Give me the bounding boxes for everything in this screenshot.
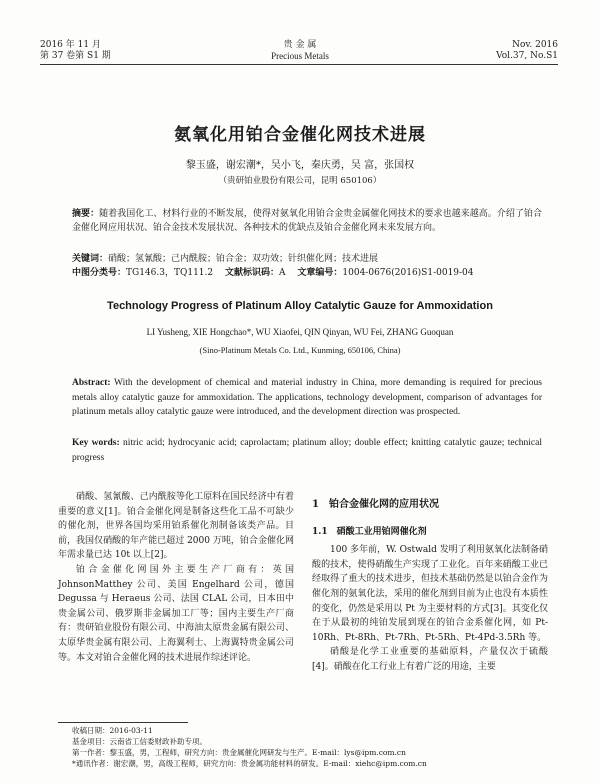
article-no-label: 文章编号： [297, 268, 343, 278]
section-heading-1: 1 铂合金催化网的应用状况 [312, 499, 439, 510]
body-left-column [58, 490, 294, 665]
body-paragraph: 硝酸、氢氰酸、己内酰胺等化工原料在国民经济中有着重要的意义[1]。铂合金催化网是制备这些化工品不可缺少的催化剂，世界各国均采用铂系催化剂制备该类产品。目前，我国仅硝酸的年产能已超过 2000 万吨，铂合金催化网年需求量已达 10t 以上[2]。 [58, 492, 294, 561]
abstract-en-text: With the development of chemical and material industry in China, more demanding is required for precious metals alloy catalytic gauze for ammoxidation. The applications, technology development, comparison of advantages for platinum metals alloy catalytic gauze were introduced, and the development direction was prospected. [72, 378, 542, 418]
doc-code-value: A [279, 268, 286, 278]
affiliation-en: (Sino-Platinum Metals Co. Ltd., Kunming, 650106, China) [199, 345, 401, 355]
header-date-en: Nov. 2016 [512, 40, 558, 50]
keywords-en-text: nitric acid; hydrocyanic acid; caprolactam; platinum alloy; double effect; knitting catalytic gauze; technical progress [72, 438, 543, 463]
authors-cn: 黎玉盛，谢宏潮*，吴小飞，秦庆勇，吴 富，张国权 [185, 160, 415, 171]
section-heading-1-1: 1.1 硝酸工业用铂网催化剂 [312, 526, 427, 537]
header-volume-cn: 第 37 卷第 S1 期 [40, 51, 111, 61]
classification-line [72, 266, 552, 280]
header-volume-en: Vol.37, No.S1 [496, 51, 558, 61]
article-title-cn: 氨氧化用铂合金催化网技术进展 [174, 125, 426, 145]
header-journal-en: Precious Metals [271, 51, 329, 61]
abstract-cn-label: 摘要： [72, 209, 100, 219]
body-right-column [312, 490, 548, 675]
footnote-first-author: 第一作者：黎玉盛，男，工程师，研究方向：贵金属催化网研发与生产。E-mail：lys@ipm.com.cn [72, 748, 406, 757]
keywords-cn-label: 关键词： [72, 254, 109, 264]
keywords-cn-text: 硝酸；氢氰酸；己内酰胺；铂合金；双功效；针织催化网；技术进展 [108, 254, 379, 264]
footnote-divider [58, 722, 188, 723]
footnote-corresponding-author: *通讯作者：谢宏潮，男，高级工程师，研究方向：贵金属功能材料的研发。E-mail：xiehc@ipm.com.cn [72, 759, 427, 768]
footnote-fund: 基金项目：云南省工信委财政补助专项。 [72, 737, 207, 746]
body-paragraph: 铂合金催化网国外主要生产厂商有：英国 JohnsonMatthey 公司、美国 Engelhard 公司，德国 Degussa 与 Heraeus 公司、法国 CLAL 公司，日本田中贵金属公司、俄罗斯非金属加工厂等；国内主要生产厂商有：贵研铂业股份有限公司、中海油太原贵金属有限公司、太原华贵金属有限公司、上海翼利士、上海翼特贵金属公司等。本文对铂合金催化网的技术进展作综述评论。 [58, 564, 294, 663]
authors-en: LI Yusheng, XIE Hongchao*, WU Xiaofei, QIN Qinyan, WU Fei, ZHANG Guoquan [146, 327, 454, 337]
abstract-cn [72, 207, 542, 235]
keywords-en-label: Key words: [72, 438, 120, 448]
abstract-en [72, 376, 542, 420]
abstract-cn-text: 随着我国化工、材料行业的不断发展，使得对氨氧化用铂合金贵金属催化网技术的要求也越来越高。介绍了铂合金催化网应用状况、铂合金技术发展状况、各种技术的优缺点及铂合金催化网未来发展方向。 [72, 209, 542, 233]
footnote-received: 收稿日期：2016-03-11 [72, 726, 153, 735]
abstract-en-label: Abstract: [72, 378, 111, 388]
body-paragraph: 硝酸是化学工业重要的基础原料，产量仅次于硫酸[4]。硝酸在化工行业上有着广泛的用途，主要 [312, 647, 548, 672]
keywords-cn [72, 252, 542, 266]
header-issue-date: 2016 年 11 月 [40, 40, 101, 50]
article-title-en: Technology Progress of Platinum Alloy Catalytic Gauze for Ammoxidation [107, 300, 493, 312]
class-value: TG146.3，TQ111.2 [126, 268, 214, 278]
header-divider [40, 64, 558, 65]
doc-code-label: 文献标识码： [225, 268, 280, 278]
body-paragraph: 100 多年前，W. Ostwald 发明了利用氨氧化法制备硝酸的技术，使得硝酸生产实现了工业化。百年来硝酸工业已经取得了重大的技术进步，但技术基础仍然是以铂合金作为催化剂的氨氧化法，采用的催化剂到目前为止也没有本质性的变化，仍然是采用以 Pt 为主要材料的方式[3]。其变化仅在于从最初的纯铂发展到现在的铂合金系催化网，如 Pt-10Rh、Pt-8Rh、Pt-7Rh、Pt-5Rh、Pt-4Pd-3.5Rh 等。 [312, 545, 548, 643]
class-label: 中图分类号： [72, 268, 127, 278]
header-journal-cn: 贵 金 属 [283, 40, 317, 50]
article-no-value: 1004-0676(2016)S1-0019-04 [342, 268, 474, 278]
keywords-en [72, 436, 542, 465]
affiliation-cn: （贵研铂业股份有限公司，昆明 650106） [218, 176, 382, 186]
